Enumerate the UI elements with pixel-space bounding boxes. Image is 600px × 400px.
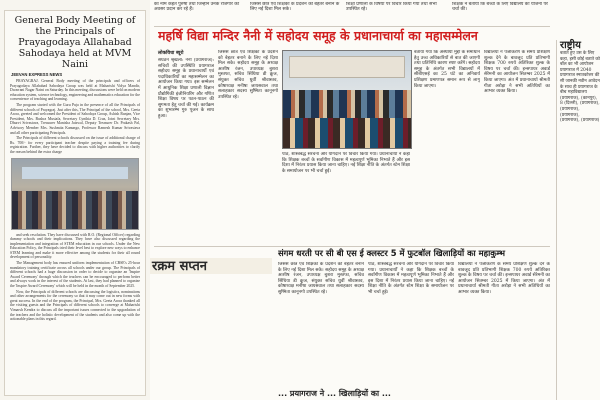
divider xyxy=(154,246,550,247)
photo-row-back xyxy=(283,90,411,120)
english-article-clipping xyxy=(4,10,146,396)
photo-wall-banner xyxy=(289,56,405,78)
english-article-body-continued xyxy=(10,233,140,322)
top-column: शिक्षा प्रणाली के विषयों पर विचार किया गया तथा सभी उपस्थित रहे। xyxy=(346,2,437,13)
top-column: जिससे छात्र एवं शिक्षकों के प्रदर्शन को बेहतर बनाने के लिए नई दिशा मिल सके। xyxy=(250,2,340,13)
news-source: JEEVAN EXPRESS NEWS xyxy=(11,72,63,77)
article-column: संघठन श्रृंखला: नैनी (प्रयागराज): सचिवों की उपस्थिति प्रयागराज सहोदय समूह के प्रधानाचार्यों एवं पदाधिकारियों का महासम्मेलन का आयोजन किया गया। इस सम्मेलन में आधुनिक शिक्षा प्रणाली विज्ञान प्रौद्योगिकी इंजीनियरिंग और गणित शिक्षा विषय पर पठन-पाठन की सुगमता हेतु चर्चा की गई। कार्यक्रम का शुभारम्भ गुरु पूजन के साथ हुआ। xyxy=(158,58,214,119)
side-column xyxy=(556,40,600,400)
english-headline: General Body Meeting of the Principals of Prayagodaya Allahabad Sahodaya held at MVM Naini xyxy=(14,15,136,70)
byline: लोकविधा ब्यूरो xyxy=(158,50,184,56)
main-headline: महर्षि विद्या मन्दिर नैनी में सहोदय समूह के प्रधानाचार्या का महासम्मेलन xyxy=(158,28,478,43)
conference-photo xyxy=(282,50,412,149)
article-column: बताया गया कि अस्थायी मुद्दों के समाधान हेतु उच्च अधिकारियों से बात की जाएगी तथा प्रतिनिधि कारण स्पष्ट करेंगे। सहोदय समूह के अंतर्गत सभी विद्यालयों में सीबीएसई का 25 घंटे का अनिवार्य प्रशिक्षण प्रमाणपत्र समान रूप से लागू किया जाएगा। xyxy=(414,50,480,89)
photo-row-front xyxy=(283,118,411,148)
photo-banner xyxy=(22,167,128,179)
top-column: शिक्षक ने बताया कि बच्चों के लिए विद्यालय की योजना पर चर्चा की। xyxy=(452,2,548,13)
side-text: बताते हुए उस के लिए कहा, इसी कोई बताते को बॉल का भी आयोजन प्रयागराज में 2040 प्रयागराज स्नातकोत्तर की सी जानकी नवीन आवेदन के साथ ही प्रयागराज के बीच महाविद्यालय (प्रयागराज), (कानपुर), 8 (दिल्ली), (प्रयागराज), (प्रयागराज), (प्रयागराज), (प्रयागराज), (प्रयागराज) xyxy=(560,51,600,124)
article-paragraph: PRAYAGRAJ. General Body meeting of the principals and officers of Prayagodaya Allahabad Sahodaya Group was held at Maharishi Vidya Mandir, Dwarrani Nagar Naini on Saturday. In this meeting, discussions were held on modern education system, science technology, engineering and mathematics education for the convenience of teaching and learning. xyxy=(10,79,140,102)
advertisement-title: रक्रम सप्तन xyxy=(152,259,208,274)
photo-people xyxy=(12,191,138,229)
football-headline: संगम धरती पर सी बी एस ई क्लस्टर 5 में फुटबॉल खिलाड़ियों का महाकुम्भ xyxy=(278,248,506,258)
article-column: विद्यालयों ने पंजीकरण के समय प्रशिक्षण शुल्क देने के बावजूद प्रति प्रतिभागी शिक्षक 700 रुपये अतिरिक्त शुल्क के विषय पर चर्चा की। इन्सपायर अवार्ड सेरेमनी का आयोजन सितम्बर 2025 में किया जाएगा। अंत में प्रधानाचार्या श्रीमती गीता अरोड़ा ने सभी अतिथियों का आभार व्यक्त किया। xyxy=(458,262,550,295)
article-paragraph: Now, the Principals of different schools are discussing the logistics, nominations and other arrangements for the ceremony so that it may come out in new forms with great success. In the end of the program, the Principal, Mrs. Geeta Arora thanked all the visiting guests and the Principals of different schools to converge at Maharishi Vimarsh Kendra to discuss all the important issues connected to the upgradation of the teachers and the holistic development of the students and also come up with the actionable plans in this regard. xyxy=(10,289,140,322)
article-paragraph: The program started with the Guru Puja in the presence of all the Principals of different schools of Prayagraj. Just after this, The Principal of the school, Mrs. Geeta Arora, greeted and welcomed the President of Sahodaya Group, Ashish Ranjan, Vice President, Mrs. Bushra Mustafa, Secretary Cynthia D. Cruz, Joint Secretary Mrs. Dhurvi Srivastava, Treasurer Manisha Jaiswal, Deputy Treasurer Dr. Prakash Pal, Advisory Member Mrs. Sushmita Kanungo, Professor Ramesh Kumar Srivastava and all other participating Principals. xyxy=(10,102,140,135)
hindi-newspaper-page xyxy=(150,0,600,400)
cut-off-headline: ... प्रयागराज ने ... खिलाड़ियों का ... xyxy=(278,389,391,398)
article-column: विद्यालयों ने पंजीकरण के समय प्रशिक्षण शुल्क देने के बावजूद प्रति प्रतिभागी शिक्षक 700 रुपये अतिरिक्त शुल्क के विषय पर चर्चा की। इन्सपायर अवार्ड सेरेमनी का आयोजन सितम्बर 2025 में किया जाएगा। अंत में प्रधानाचार्या श्रीमती गीता अरोड़ा ने सभी अतिथियों का आभार व्यक्त किया। xyxy=(484,50,550,95)
article-column: पाठ, शास्त्रबद्ध संरचना और योगदान पर विचार किया गया। प्रधानाचार्यों ने कहा कि शिक्षक बच्चों के सर्वांगीण विकास में महत्वपूर्ण भूमिका निभाते हैं और इस दिशा में निरंतर प्रयास किया जाना चाहिए। नई शिक्षा नीति के अंतर्गत स्टेम शिक्षा के समायोजन पर भी चर्चा हुई। xyxy=(282,152,410,174)
article-column: जिससे छात्र एवं शिक्षकों के प्रदर्शन को बेहतर बनाने के लिए नई दिशा मिल सके। सहोदय समूह के अध्यक्ष आशीष रंजन, उपाध्यक्ष बुशरा मुस्तफा, सचिव सिंथिया डी क्रूज, संयुक्त सचिव धुर्वी श्रीवास्तव, कोषाध्यक्ष मनीषा जायसवाल तथा सलाहकार सदस्य सुष्मिता कानूनगो उपस्थित रहे। xyxy=(278,262,364,295)
top-column: का नाम कहते पुरुषों तथा जिन्होंने उनके रोजगार को अवसर प्रदान कर रहे हैं। xyxy=(154,2,240,13)
meeting-photo xyxy=(11,158,139,230)
article-column: जिससे छात्र एवं शिक्षकों के प्रदर्शन को बेहतर बनाने के लिए नई दिशा मिल सके। सहोदय समूह के अध्यक्ष आशीष रंजन, उपाध्यक्ष बुशरा मुस्तफा, सचिव सिंथिया डी क्रूज, संयुक्त सचिव धुर्वी श्रीवास्तव, कोषाध्यक्ष मनीषा जायसवाल तथा सलाहकार सदस्य सुष्मिता कानूनगो उपस्थित रहे। xyxy=(218,50,278,100)
english-article-body xyxy=(10,79,140,155)
article-column: पाठ, शास्त्रबद्ध संरचना और योगदान पर विचार किया गया। प्रधानाचार्यों ने कहा कि शिक्षक बच्चों के सर्वांगीण विकास में महत्वपूर्ण भूमिका निभाते हैं और इस दिशा में निरंतर प्रयास किया जाना चाहिए। नई शिक्षा नीति के अंतर्गत स्टेम शिक्षा के समायोजन पर भी चर्चा हुई। xyxy=(368,262,454,295)
article-paragraph: The Management body has ensured uniform implementation of CBSE's 25-hour mandatory training certificate across all schools under our group. The Principals of different schools had a huge discussion in order to decide to organize an 'Inspire Award Ceremony' through which the teachers can be encouraged to perform better and always work in the interest of the students. At last, they had planned to organize the 'Inspire Award Ceremony' which will be held in the month of September 2025. xyxy=(10,261,140,289)
side-heading: राष्ट्रीय xyxy=(560,40,581,51)
article-paragraph: and seek resolution. They have discussed with R.O. (Regional Officer) regarding dummy schools and their implications. They have also discussed regarding the implementation and integration of STEM education in our schools. Under the New Education Policy, the Principals tried their level best to explore new ways to enhance STEM learning and make it more effective among the students for their all round development of personality. xyxy=(10,232,140,260)
article-paragraph: The Principals of different schools discussed on the issue of additional charge of Rs. 700/- for every participant teacher despite paying a training fee during registration. Further, they have decided to discuss with higher authorities to clarify the reason behind the extra charge xyxy=(10,136,140,154)
